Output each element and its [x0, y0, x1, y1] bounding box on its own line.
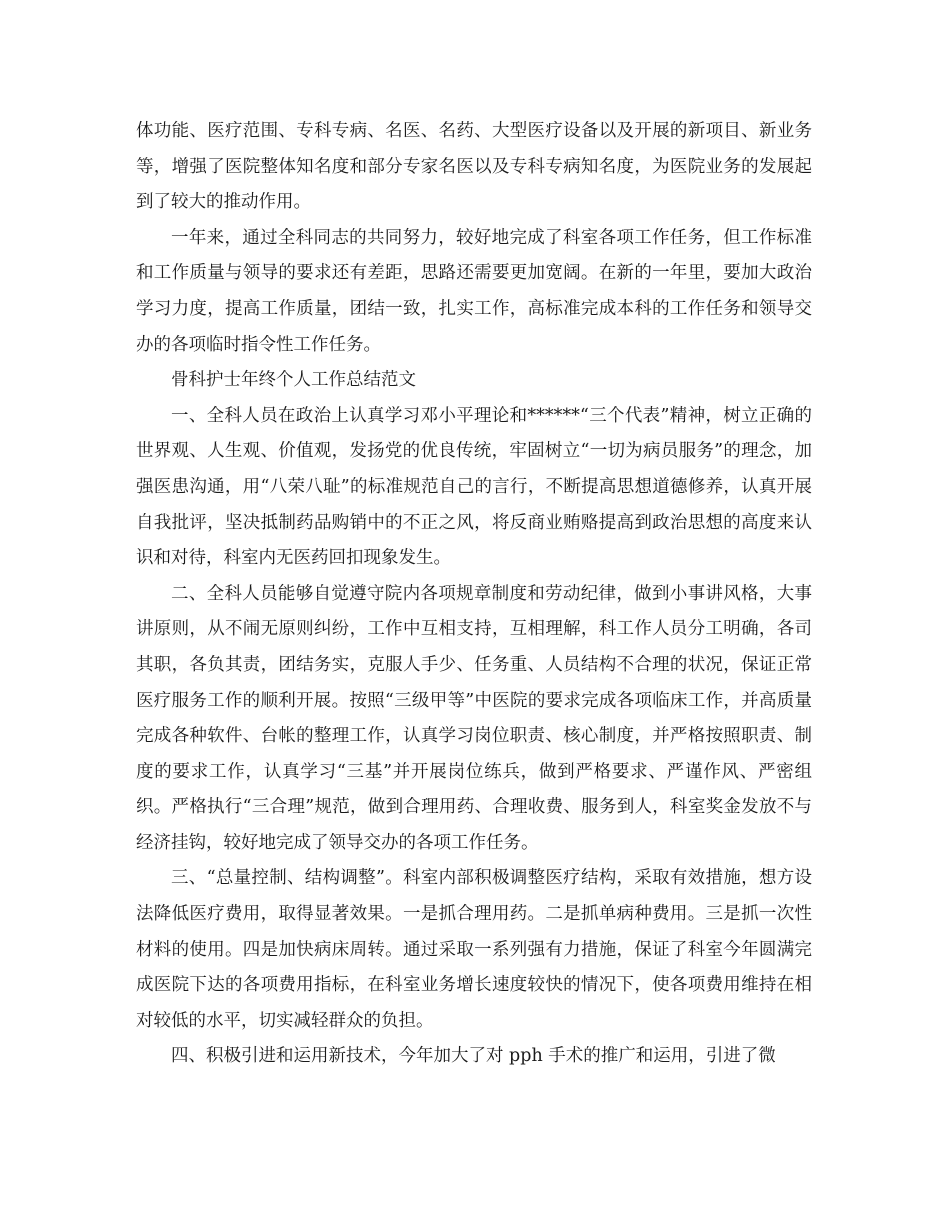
- paragraph-year-summary: 一年来，通过全科同志的共同努力，较好地完成了科室各项工作任务，但工作标准和工作质量与领导的要求还有差距，思路还需要更加宽阔。在新的一年里，要加大政治学习力度，提高工作质量，团结一致，扎实工作，高标准完成本科的工作任务和领导交办的各项临时指令性工作任务。: [136, 227, 812, 355]
- paragraph-point-one: 一、全科人员在政治上认真学习邓小平理论和******“三个代表”精神，树立正确的世界观、人生观、价值观，发扬党的优良传统，牢固树立“一切为病员服务”的理念，加强医患沟通，用“八荣八耻”的标准规范自己的言行，不断提高思想道德修养，认真开展自我批评，坚决抵制药品购销中的不正之风，将反商业贿赂提高到政治思想的高度来认识和对待，科室内无医药回扣现象发生。: [136, 405, 812, 569]
- paragraph-point-two: 二、全科人员能够自觉遵守院内各项规章制度和劳动纪律，做到小事讲风格，大事讲原则，从不闹无原则纠纷，工作中互相支持，互相理解，科工作人员分工明确，各司其职，各负其责，团结务实，克服人手少、任务重、人员结构不合理的状况，保证正常医疗服务工作的顺利开展。按照“三级甲等”中医院的要求完成各项临床工作，并高质量完成各种软件、台帐的整理工作，认真学习岗位职责、核心制度，并严格按照职责、制度的要求工作，认真学习“三基”并开展岗位练兵，做到严格要求、严谨作风、严密组织。严格执行“三合理”规范，做到合理用药、合理收费、服务到人，科室奖金发放不与经济挂钩，较好地完成了领导交办的各项工作任务。: [136, 583, 812, 853]
- paragraph-point-three: 三、“总量控制、结构调整”。科室内部积极调整医疗结构，采取有效措施，想方设法降低医疗费用，取得显著效果。一是抓合理用药。二是抓单病种费用。三是抓一次性材料的使用。四是加快病床周转。通过采取一系列强有力措施，保证了科室今年圆满完成医院下达的各项费用指标，在科室业务增长速度较快的情况下，使各项费用维持在相对较低的水平，切实减轻群众的负担。: [136, 868, 812, 1031]
- document-body: [136, 114, 812, 1075]
- paragraph-continuation: 体功能、医疗范围、专科专病、名医、名药、大型医疗设备以及开展的新项目、新业务等，增强了医院整体知名度和部分专家名医以及专科专病知名度，为医院业务的发展起到了较大的推动作用。: [136, 121, 812, 213]
- section-subtitle: 骨科护士年终个人工作总结范文: [171, 370, 416, 391]
- paragraph-point-four: 四、积极引进和运用新技术，今年加大了对 pph 手术的推广和运用，引进了微: [171, 1046, 776, 1067]
